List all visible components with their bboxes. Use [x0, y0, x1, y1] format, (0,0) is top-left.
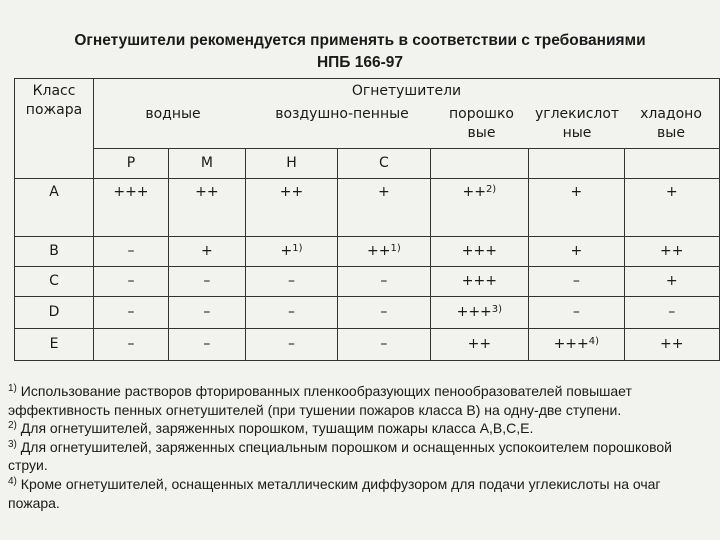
table-row	[15, 237, 720, 267]
rating-cell	[168, 237, 245, 267]
rating-value: +	[280, 243, 293, 259]
rating-cell	[624, 179, 719, 237]
rating-value: ++	[367, 243, 391, 259]
subheader-empty	[430, 149, 529, 179]
rating-cell	[529, 297, 624, 329]
rating-value: –	[380, 336, 388, 352]
rating-value: +	[570, 184, 583, 200]
footnote-mark: 1)	[8, 383, 17, 394]
group-powder: порошко вые	[448, 106, 514, 141]
rating-value: +	[378, 184, 390, 200]
rating-cell	[94, 237, 169, 267]
footnote-text: Кроме огнетушителей, оснащенных металлическим диффузором для подачи углекислоты на очаг пожара.	[8, 475, 661, 511]
footnote-mark: 2)	[8, 420, 17, 432]
rating-value: +++	[113, 184, 149, 200]
rating-value: –	[380, 273, 388, 289]
fire-class-header: Класс пожара	[15, 79, 94, 179]
title-line-1: Огнетушители рекомендуется применять в соответствии с требованиями	[74, 32, 646, 49]
rating-value: –	[572, 304, 580, 320]
subheader-r: Р	[94, 149, 169, 179]
subheader-s: С	[338, 149, 430, 179]
footnote-text: Для огнетушителей, заряженных порошком, тушащим пожары класса А,В,С,Е.	[16, 420, 534, 437]
rating-value: –	[203, 304, 211, 320]
rating-value: –	[380, 304, 388, 320]
rating-value: –	[127, 243, 135, 259]
rating-value: +++	[456, 304, 492, 320]
rating-value: ++	[195, 184, 219, 200]
rating-value: +++	[461, 273, 497, 289]
footnote-text: Для огнетушителей, заряженных специальным порошком и оснащенных успокоителем порошковой струи.	[8, 438, 672, 474]
title-line-2: НПБ 166-97	[316, 54, 404, 71]
rating-value: –	[127, 304, 135, 320]
rating-value: ++	[467, 336, 492, 352]
fire-class-cell: С	[15, 267, 94, 297]
subheader-empty	[529, 149, 624, 179]
rating-cell	[624, 297, 719, 329]
group-halon: хладоно вые	[640, 106, 702, 141]
rating-value: +	[570, 243, 583, 259]
table-row	[15, 267, 720, 297]
rating-cell	[624, 329, 719, 361]
footnote-mark: 3)	[8, 438, 17, 450]
footnote-ref: 2)	[485, 184, 497, 195]
rating-cell	[245, 267, 337, 297]
rating-cell	[168, 267, 245, 297]
rating-value: –	[288, 336, 296, 352]
fire-class-cell: D	[15, 297, 94, 329]
footnote	[8, 419, 713, 438]
rating-value: –	[668, 304, 676, 320]
extinguisher-table	[14, 78, 720, 361]
rating-cell	[338, 267, 430, 297]
group-co2: углекислот ные	[534, 106, 620, 141]
rating-cell	[430, 267, 529, 297]
fire-class-cell: А	[15, 179, 94, 237]
rating-value: +	[665, 273, 678, 289]
footnote-text: Использование растворов фторированных пленкообразующих пенообразователей повышает эффективность пенных огнетушителей (при тушении пожаров класса В) на одну-две ступени.	[8, 383, 632, 418]
rating-cell	[338, 297, 430, 329]
rating-cell	[529, 237, 624, 267]
footnote	[8, 382, 713, 419]
footnote-ref: 4)	[588, 336, 600, 347]
rating-cell	[529, 179, 624, 237]
fire-class-cell: Е	[15, 329, 94, 361]
rating-cell	[338, 179, 430, 237]
footnote	[8, 475, 713, 512]
rating-value: –	[127, 336, 135, 352]
subheader-empty	[624, 149, 719, 179]
rating-cell	[430, 237, 529, 267]
rating-cell	[529, 329, 624, 361]
rating-value: ++	[462, 184, 486, 200]
footnotes	[8, 382, 713, 512]
extinguishers-header-label: Огнетушители	[351, 83, 462, 99]
footnote-mark: 4)	[8, 475, 17, 487]
rating-value: –	[288, 273, 296, 289]
subheader-m: М	[168, 149, 245, 179]
rating-cell	[168, 297, 245, 329]
footnote-ref: 3)	[491, 304, 503, 315]
rating-cell	[94, 329, 169, 361]
rating-value: +	[665, 184, 678, 200]
rating-cell	[430, 179, 529, 237]
rating-value: –	[203, 336, 211, 352]
rating-value: –	[203, 273, 211, 289]
rating-value: +++	[461, 243, 497, 259]
table-body	[15, 179, 720, 361]
rating-cell	[245, 237, 337, 267]
extinguishers-header	[94, 79, 720, 149]
rating-value: –	[572, 273, 580, 289]
footnote-ref: 1)	[390, 243, 401, 254]
rating-cell	[94, 267, 169, 297]
rating-value: –	[288, 304, 296, 320]
rating-cell	[94, 179, 169, 237]
footnote-ref: 1)	[292, 243, 303, 254]
table-row	[15, 329, 720, 361]
rating-cell	[245, 297, 337, 329]
rating-cell	[624, 237, 719, 267]
rating-cell	[624, 267, 719, 297]
page-title	[0, 30, 720, 74]
subheader-n: Н	[245, 149, 337, 179]
group-foam: воздушно-пенные	[275, 106, 409, 122]
rating-value: ++	[660, 243, 684, 259]
fire-class-cell: В	[15, 237, 94, 267]
rating-cell	[168, 329, 245, 361]
rating-cell	[94, 297, 169, 329]
rating-cell	[338, 329, 430, 361]
group-water: водные	[145, 106, 201, 122]
rating-cell	[168, 179, 245, 237]
rating-cell	[430, 297, 529, 329]
rating-cell	[245, 329, 337, 361]
rating-cell	[245, 179, 337, 237]
table-row	[15, 179, 720, 237]
rating-cell	[338, 237, 430, 267]
rating-value: ++	[279, 184, 304, 200]
rating-cell	[430, 329, 529, 361]
table-row	[15, 297, 720, 329]
rating-value: +++	[553, 336, 589, 352]
rating-cell	[529, 267, 624, 297]
footnote	[8, 438, 713, 475]
rating-value: +	[201, 243, 213, 259]
rating-value: ++	[660, 336, 684, 352]
rating-value: –	[127, 273, 135, 289]
